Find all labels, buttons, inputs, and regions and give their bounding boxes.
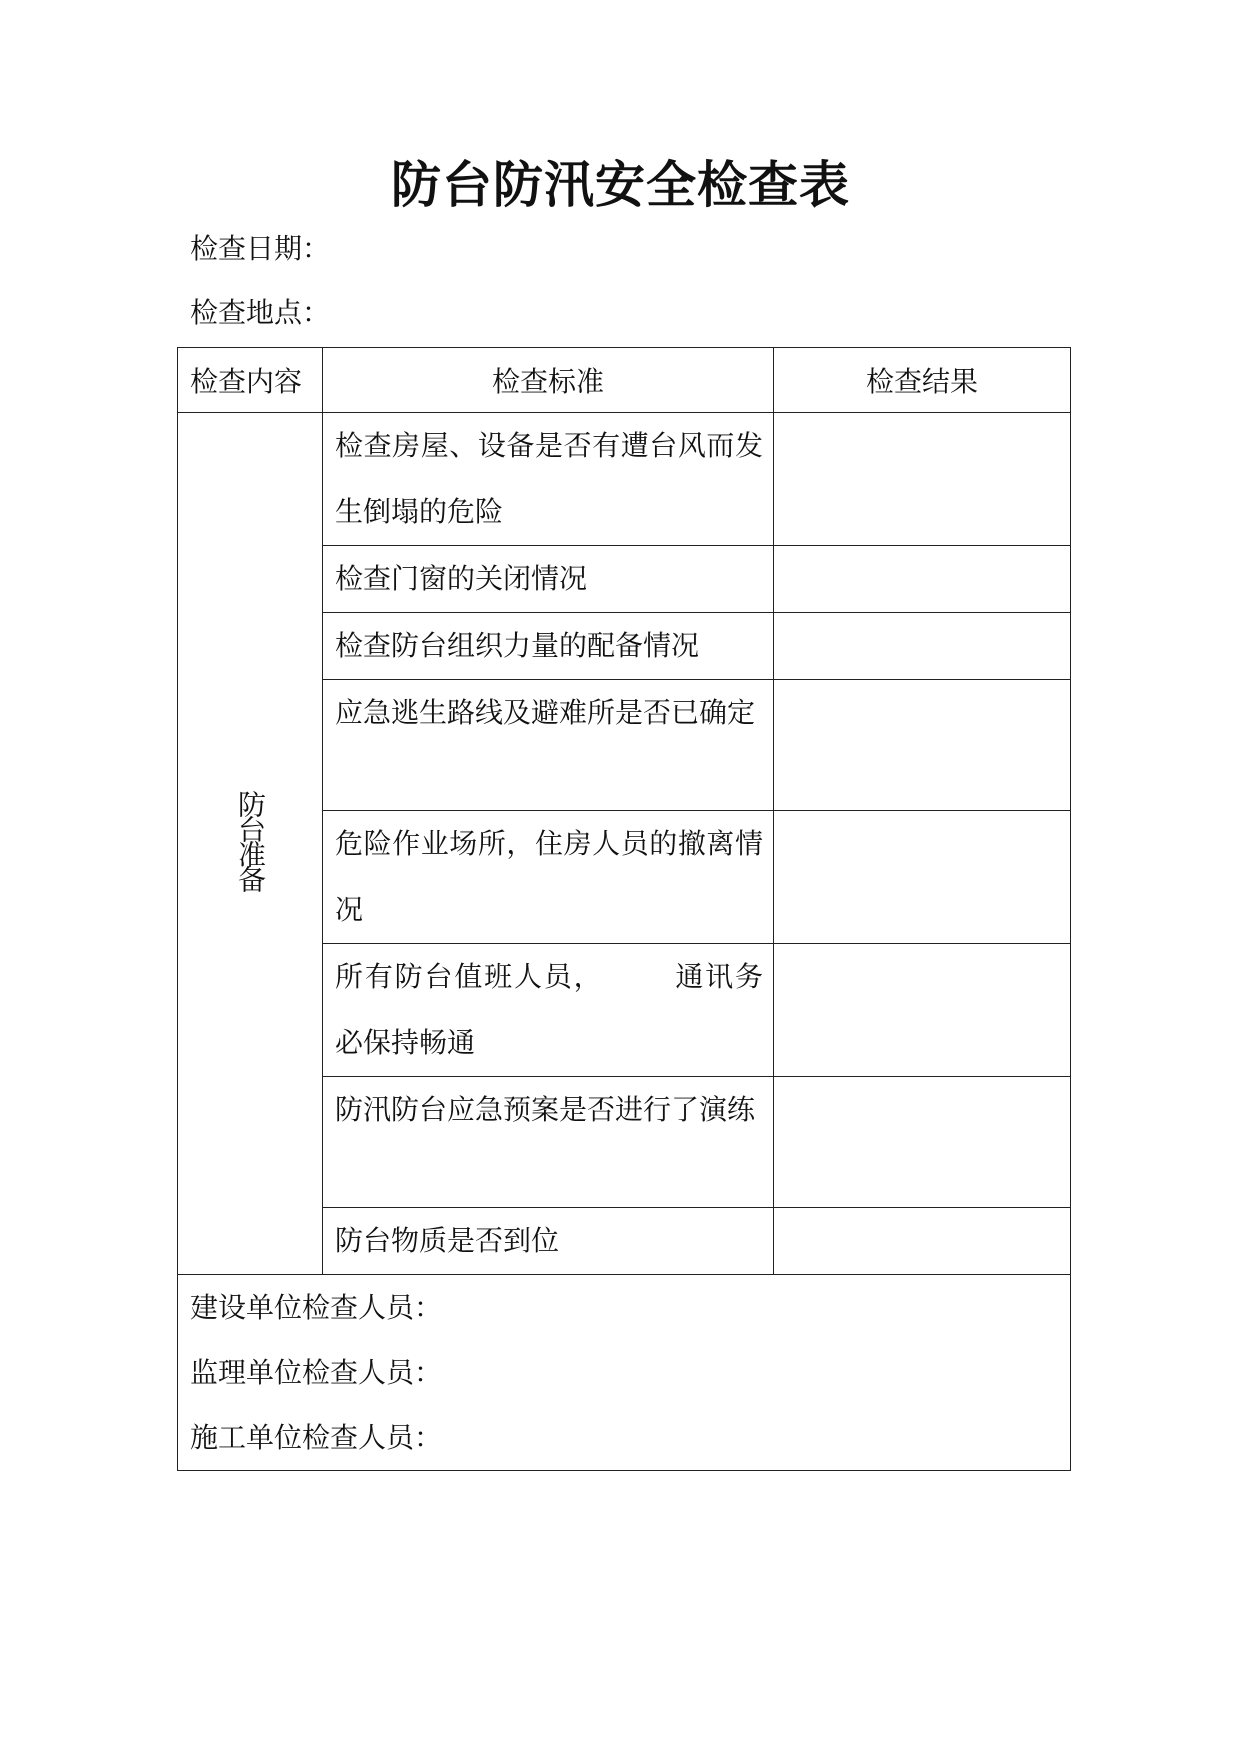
result-cell[interactable] [774,680,1071,811]
header-content: 检查内容 [178,348,323,413]
standard-cell: 检查防台组织力量的配备情况 [323,613,774,680]
builder-inspector-label: 建设单位检查人员： [190,1291,443,1324]
category-cell [178,413,323,1275]
category-label: 防台准备 [234,790,267,890]
standard-cell: 危险作业场所，住房人员的撤离情况 [323,811,774,944]
result-cell[interactable] [774,413,1071,546]
standard-cell: 防台物质是否到位 [323,1208,774,1275]
result-cell[interactable] [774,1077,1071,1208]
result-cell[interactable] [774,1208,1071,1275]
header-standard: 检查标准 [323,348,774,413]
result-cell[interactable] [774,613,1071,680]
constructor-inspector-label: 施工单位检查人员： [190,1421,443,1454]
result-cell[interactable] [774,546,1071,613]
standard-cell [323,944,774,1077]
document-title: 防台防汛安全检查表 [391,155,850,214]
supervisor-inspector-label: 监理单位检查人员： [190,1356,443,1389]
table-header-row [178,348,1071,413]
table-row [178,413,1071,546]
standard-cell: 应急逃生路线及避难所是否已确定 [323,680,774,811]
check-place-label: 检查地点： [190,296,331,329]
result-cell[interactable] [774,811,1071,944]
inspection-table [177,347,1071,1471]
standard-text-part2: 通讯务必保持畅通 [335,960,763,1059]
standard-text-part1: 所有防台值班人员， [335,960,604,993]
standard-cell: 检查房屋、设备是否有遭台风而发生倒塌的危险 [323,413,774,546]
signature-row [178,1275,1071,1471]
check-date-label: 检查日期： [190,232,331,265]
result-cell[interactable] [774,944,1071,1077]
header-result: 检查结果 [774,348,1071,413]
standard-cell: 防汛防台应急预案是否进行了演练 [323,1077,774,1208]
standard-cell: 检查门窗的关闭情况 [323,546,774,613]
signature-cell [178,1275,1071,1471]
